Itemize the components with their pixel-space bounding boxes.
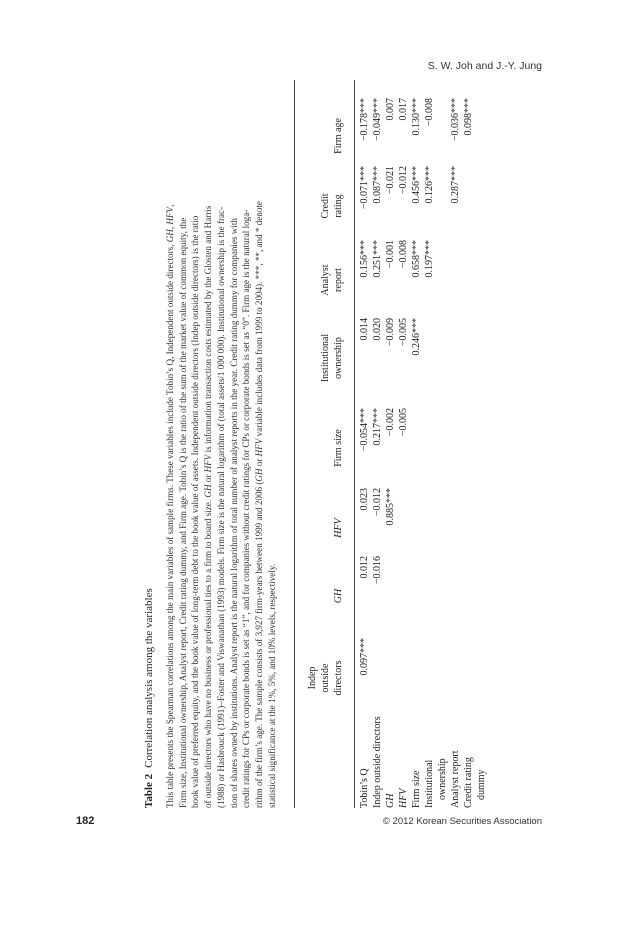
column-header: Institutional ownership	[320, 333, 344, 383]
table-cell: 0.658***	[411, 240, 422, 278]
column-header: HFV	[333, 518, 344, 538]
copyright-notice: © 2012 Korean Securities Association	[382, 816, 542, 827]
column-header: GH	[333, 588, 344, 604]
table-cell: −0.054***	[359, 408, 370, 452]
row-label: Firm size	[411, 770, 422, 808]
table-cell: 0.098***	[463, 98, 474, 136]
page-number: 182	[76, 815, 95, 827]
table-cell: 0.087***	[372, 166, 383, 204]
table-cell: −0.009	[385, 318, 396, 347]
table-cell: 0.126***	[424, 166, 435, 204]
caption-line: of outside directors who have no business or professional ties to a firm to board size. GH or HFV is information transaction costs estimated by the Glosten and Harris	[203, 205, 214, 808]
table-cell: −0.005	[398, 408, 409, 437]
table-cell: −0.012	[398, 166, 409, 195]
caption-line: rithm of the firm’s age. The sample consists of 3,927 firm-years between 1999 and 2006 (GH or HFV variable includes data from 1999 to 2004). ***, **, and * denote	[253, 201, 264, 808]
table-cell: −0.071***	[359, 166, 370, 210]
row-label: Credit rating dummy	[463, 757, 487, 808]
header-rule	[354, 80, 355, 808]
table-cell: −0.036***	[450, 98, 461, 142]
row-label: Indep outside directors	[372, 716, 383, 808]
column-header: Indep outside directors	[307, 660, 344, 696]
table-cell: 0.130***	[411, 98, 422, 136]
table-cell: 0.014	[359, 318, 370, 341]
table-cell: 0.217***	[372, 408, 383, 446]
row-label: Analyst report	[450, 750, 461, 808]
table-cell: −0.016	[372, 556, 383, 585]
table-cell: 0.020	[372, 318, 383, 341]
table-cell: 0.023	[359, 488, 370, 511]
table-title	[142, 588, 156, 808]
caption-line: tion of shares owned by institutions. Analyst report is the natural logarithm of total number of analyst reports in the year. Credit rating dummy for companies with	[228, 218, 239, 808]
top-rule	[294, 80, 295, 808]
table-cell: −0.005	[398, 318, 409, 347]
table-cell: −0.002	[385, 408, 396, 437]
row-label: Institutional ownership	[424, 758, 448, 808]
table-cell: 0.246***	[411, 318, 422, 356]
column-header: Firm size	[333, 429, 344, 467]
column-header: Firm age	[333, 118, 344, 154]
table-cell: −0.012	[372, 488, 383, 517]
table-cell: 0.251***	[372, 240, 383, 278]
table-number: Table 2	[143, 773, 155, 808]
table-caption	[164, 80, 278, 808]
column-header: Credit rating	[320, 193, 344, 219]
table-cell: 0.885***	[385, 488, 396, 526]
row-label: GH	[385, 793, 396, 808]
caption-line: book value of preferred equity, and the book value of long-term debt to the book value of assets. Independent outside directors (Indep outside directors) is the ratio	[190, 215, 201, 808]
table-cell: 0.007	[385, 98, 396, 121]
table-cell: 0.017	[398, 98, 409, 121]
table-cell: −0.001	[385, 240, 396, 269]
row-label: HFV	[398, 788, 409, 808]
caption-line: This table presents the Spearman correlations among the main variables of sample firms. These variables include Tobin’s Q, Independent outside directors, GH, HFV,	[165, 204, 175, 808]
table-cell: −0.049***	[372, 98, 383, 142]
table-cell: 0.012	[359, 556, 370, 579]
table-cell: −0.008	[398, 240, 409, 269]
caption-line: Firm size, Institutional ownership, Analyst report, Credit rating dummy, and Firm age. Tobin’s Q is the ratio of the sum of the market value of common equity, the	[177, 217, 188, 808]
caption-line: credit ratings for CPs or corporate bonds is set as “1”, and for companies without credit ratings for CPs or corporate bonds is set as “0”. Firm age is the natural loga-	[241, 209, 252, 808]
row-label: Tobin’s Q	[359, 768, 370, 808]
table-cell: 0.097***	[359, 638, 370, 676]
table-cell: −0.008	[424, 98, 435, 127]
table-title-text: Correlation analysis among the variables	[143, 588, 155, 768]
caption-line: (1988) or Hasbrouck (1991)–Foster and Viswanathan (1993) models. Firm size is the natural logarithm of (total assets/1 000 000). Institutional ownership is the frac-	[215, 206, 226, 808]
rotated-table-block	[140, 80, 570, 808]
table-cell: −0.021	[385, 166, 396, 195]
table-cell: 0.156***	[359, 240, 370, 278]
table-cell: 0.197***	[424, 240, 435, 278]
running-head: S. W. Joh and J.-Y. Jung	[427, 60, 542, 72]
table-cell: −0.178***	[359, 98, 370, 142]
table-cell: 0.287***	[450, 166, 461, 204]
table-cell: 0.456***	[411, 166, 422, 204]
caption-line: statistical significance at the 1%, 5%, and 10% levels, respectively.	[266, 563, 277, 808]
column-header: Analyst report	[320, 264, 344, 296]
